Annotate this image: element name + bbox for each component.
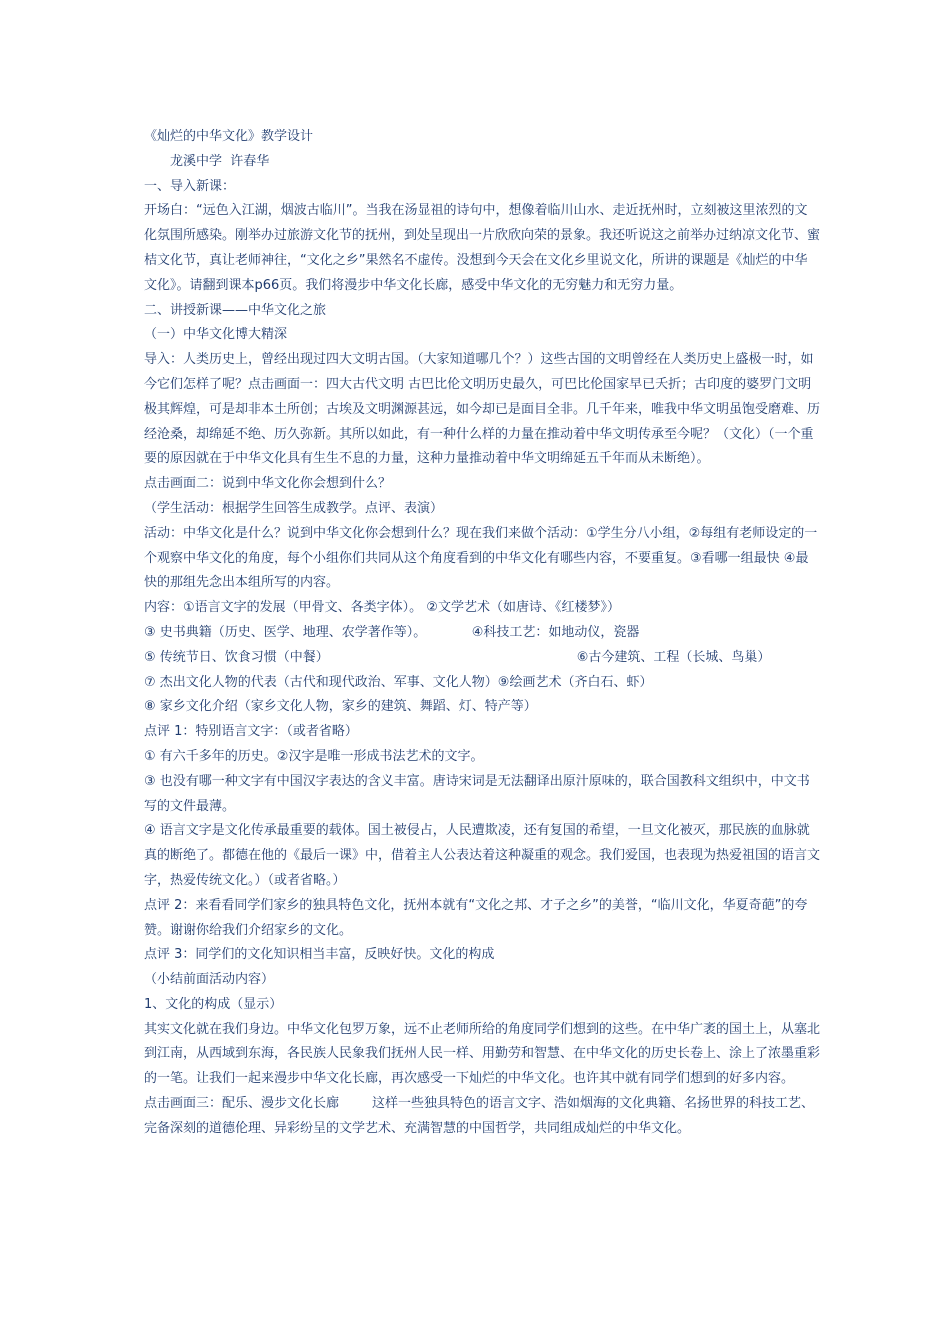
screen-three-paragraph: 点击画面三：配乐、漫步文化长廊 这样一些独具特色的语言文字、浩如烟海的文化典籍、名扬世界的科技工艺、完备深刻的道德伦理、异彩纷呈的文学艺术、充满智慧的中国哲学，共同组成灿烂的中华文化。 (144, 1096, 815, 1136)
document-body (144, 125, 820, 1142)
opening-paragraph: 开场白：“远色入江湖，烟波古临川”。当我在汤显祖的诗句中，想像着临川山水、走近抚州时，立刻被这里浓烈的文化氛围所感染。刚举办过旅游文化节的抚州，到处呈现出一片欣欣向荣的景象。我还听说这之前举办过纳凉文化节、蜜桔文化节，真让老师神往，“文化之乡”果然名不虚传。没想到今天会在文化乡里说文化，所讲的课题是《灿烂的中华文化》。请翻到课本p66页。我们将漫步中华文化长廊，感受中华文化的无穷魅力和无穷力量。 (144, 203, 821, 293)
summary-line: （小结前面活动内容） (144, 972, 275, 988)
comment-point: ③ 也没有哪一种文字有中国汉字表达的含义丰富。唐诗宋词是无法翻译出原汁原味的，联合国教科文组织中，中文书写的文件最薄。 (144, 773, 810, 814)
culture-paragraph: 其实文化就在我们身边。中华文化包罗万象，远不止老师所给的角度同学们想到的这些。在中华广袤的国土上，从塞北到江南，从西域到东海，各民族人民象我们抚州人民一样、用勤劳和智慧、在中华文化的历史长卷上、涂上了浓墨重彩的一笔。让我们一起来漫步中华文化长廊，再次感受一下灿烂的中华文化。也许其中就有同学们想到的好多内容。 (144, 1021, 821, 1087)
section-heading-new-lesson: 二、讲授新课——中华文化之旅 (144, 302, 327, 318)
comment-3-line: 点评 3：同学们的文化知识相当丰富，反映好快。文化的构成 (144, 947, 495, 963)
comment-point: ① 有六千多年的历史。②汉字是唯一形成书法艺术的文字。 (144, 748, 484, 764)
activity-paragraph: 活动：中华文化是什么？说到中华文化你会想到什么？现在我们来做个活动：①学生分八小组，②每组有老师设定的一个观察中华文化的角度，每个小组你们共同从这个角度看到的中华文化有哪些内容，不要重复。③看哪一组最快 ④最快的那组先念出本组所写的内容。 (144, 525, 818, 591)
screen-two-line: 点击画面二：说到中华文化你会想到什么？ (144, 476, 392, 492)
content-list-line: ⑦ 杰出文化人物的代表（古代和现代政治、军事、文化人物）⑨绘画艺术（齐白石、虾） (144, 674, 653, 690)
content-list-line: ③ 史书典籍（历史、医学、地理、农学著作等）。 ④科技工艺：如地动仪，瓷器 (144, 624, 640, 640)
content-list-line: ⑧ 家乡文化介绍（家乡文化人物，家乡的建筑、舞蹈、灯、特产等） (144, 699, 537, 715)
content-list-line: ⑤ 传统节日、饮食习惯（中餐） ⑥古今建筑、工程（长城、鸟巢） (144, 649, 771, 665)
document-title: 《灿烂的中华文化》教学设计 (144, 129, 314, 144)
section-heading-intro: 一、导入新课： (144, 178, 236, 194)
subsection-heading: （一）中华文化博大精深 (144, 327, 288, 343)
comment-point: ④ 语言文字是文化传承最重要的载体。国土被侵占，人民遭欺凌，还有复国的希望，一旦文化被灭，那民族的血脉就真的断绝了。都德在他的《最后一课》中，借着主人公表达着这种凝重的观念。我们爱国，也表现为热爱祖国的语言文字，热爱传统文化。）（或者省略。） (144, 823, 821, 888)
author-line: 龙溪中学 许春华 (170, 153, 270, 169)
culture-structure-heading: 1、文化的构成（显示） (144, 996, 283, 1012)
student-activity-line: （学生活动：根据学生回答生成教学。点评、表演） (144, 500, 444, 516)
comment-1-heading: 点评 1：特别语言文字：（或者省略） (144, 724, 358, 740)
intro-paragraph: 导入：人类历史上，曾经出现过四大文明古国。（大家知道哪几个？）这些古国的文明曾经在人类历史上盛极一时，如今它们怎样了呢？点击画面一：四大古代文明 古巴比伦文明历史最久，可巴比伦国家早已夭折；古印度的婆罗门文明极其辉煌，可是却非本土所创；古埃及文明渊源甚远，如今却已是面目全非。几千年来，唯我中华文明虽饱受磨难、历经沧桑，却绵延不绝、历久弥新。其所以如此，有一种什么样的力量在推动着中华文明传承至今呢？（文化）（一个重要的原因就在于中华文化具有生生不息的力量，这种力量推动着中华文明绵延五千年而从未断绝）。 (144, 352, 821, 467)
content-list-line: 内容：①语言文字的发展（甲骨文、各类字体）。 ②文学艺术（如唐诗、《红楼梦》） (144, 600, 620, 616)
comment-2-paragraph: 点评 2：来看看同学们家乡的独具特色文化，抚州本就有“文化之邦、才子之乡”的美誉，“临川文化，华夏奇葩”的夸赞。谢谢你给我们介绍家乡的文化。 (144, 897, 808, 938)
